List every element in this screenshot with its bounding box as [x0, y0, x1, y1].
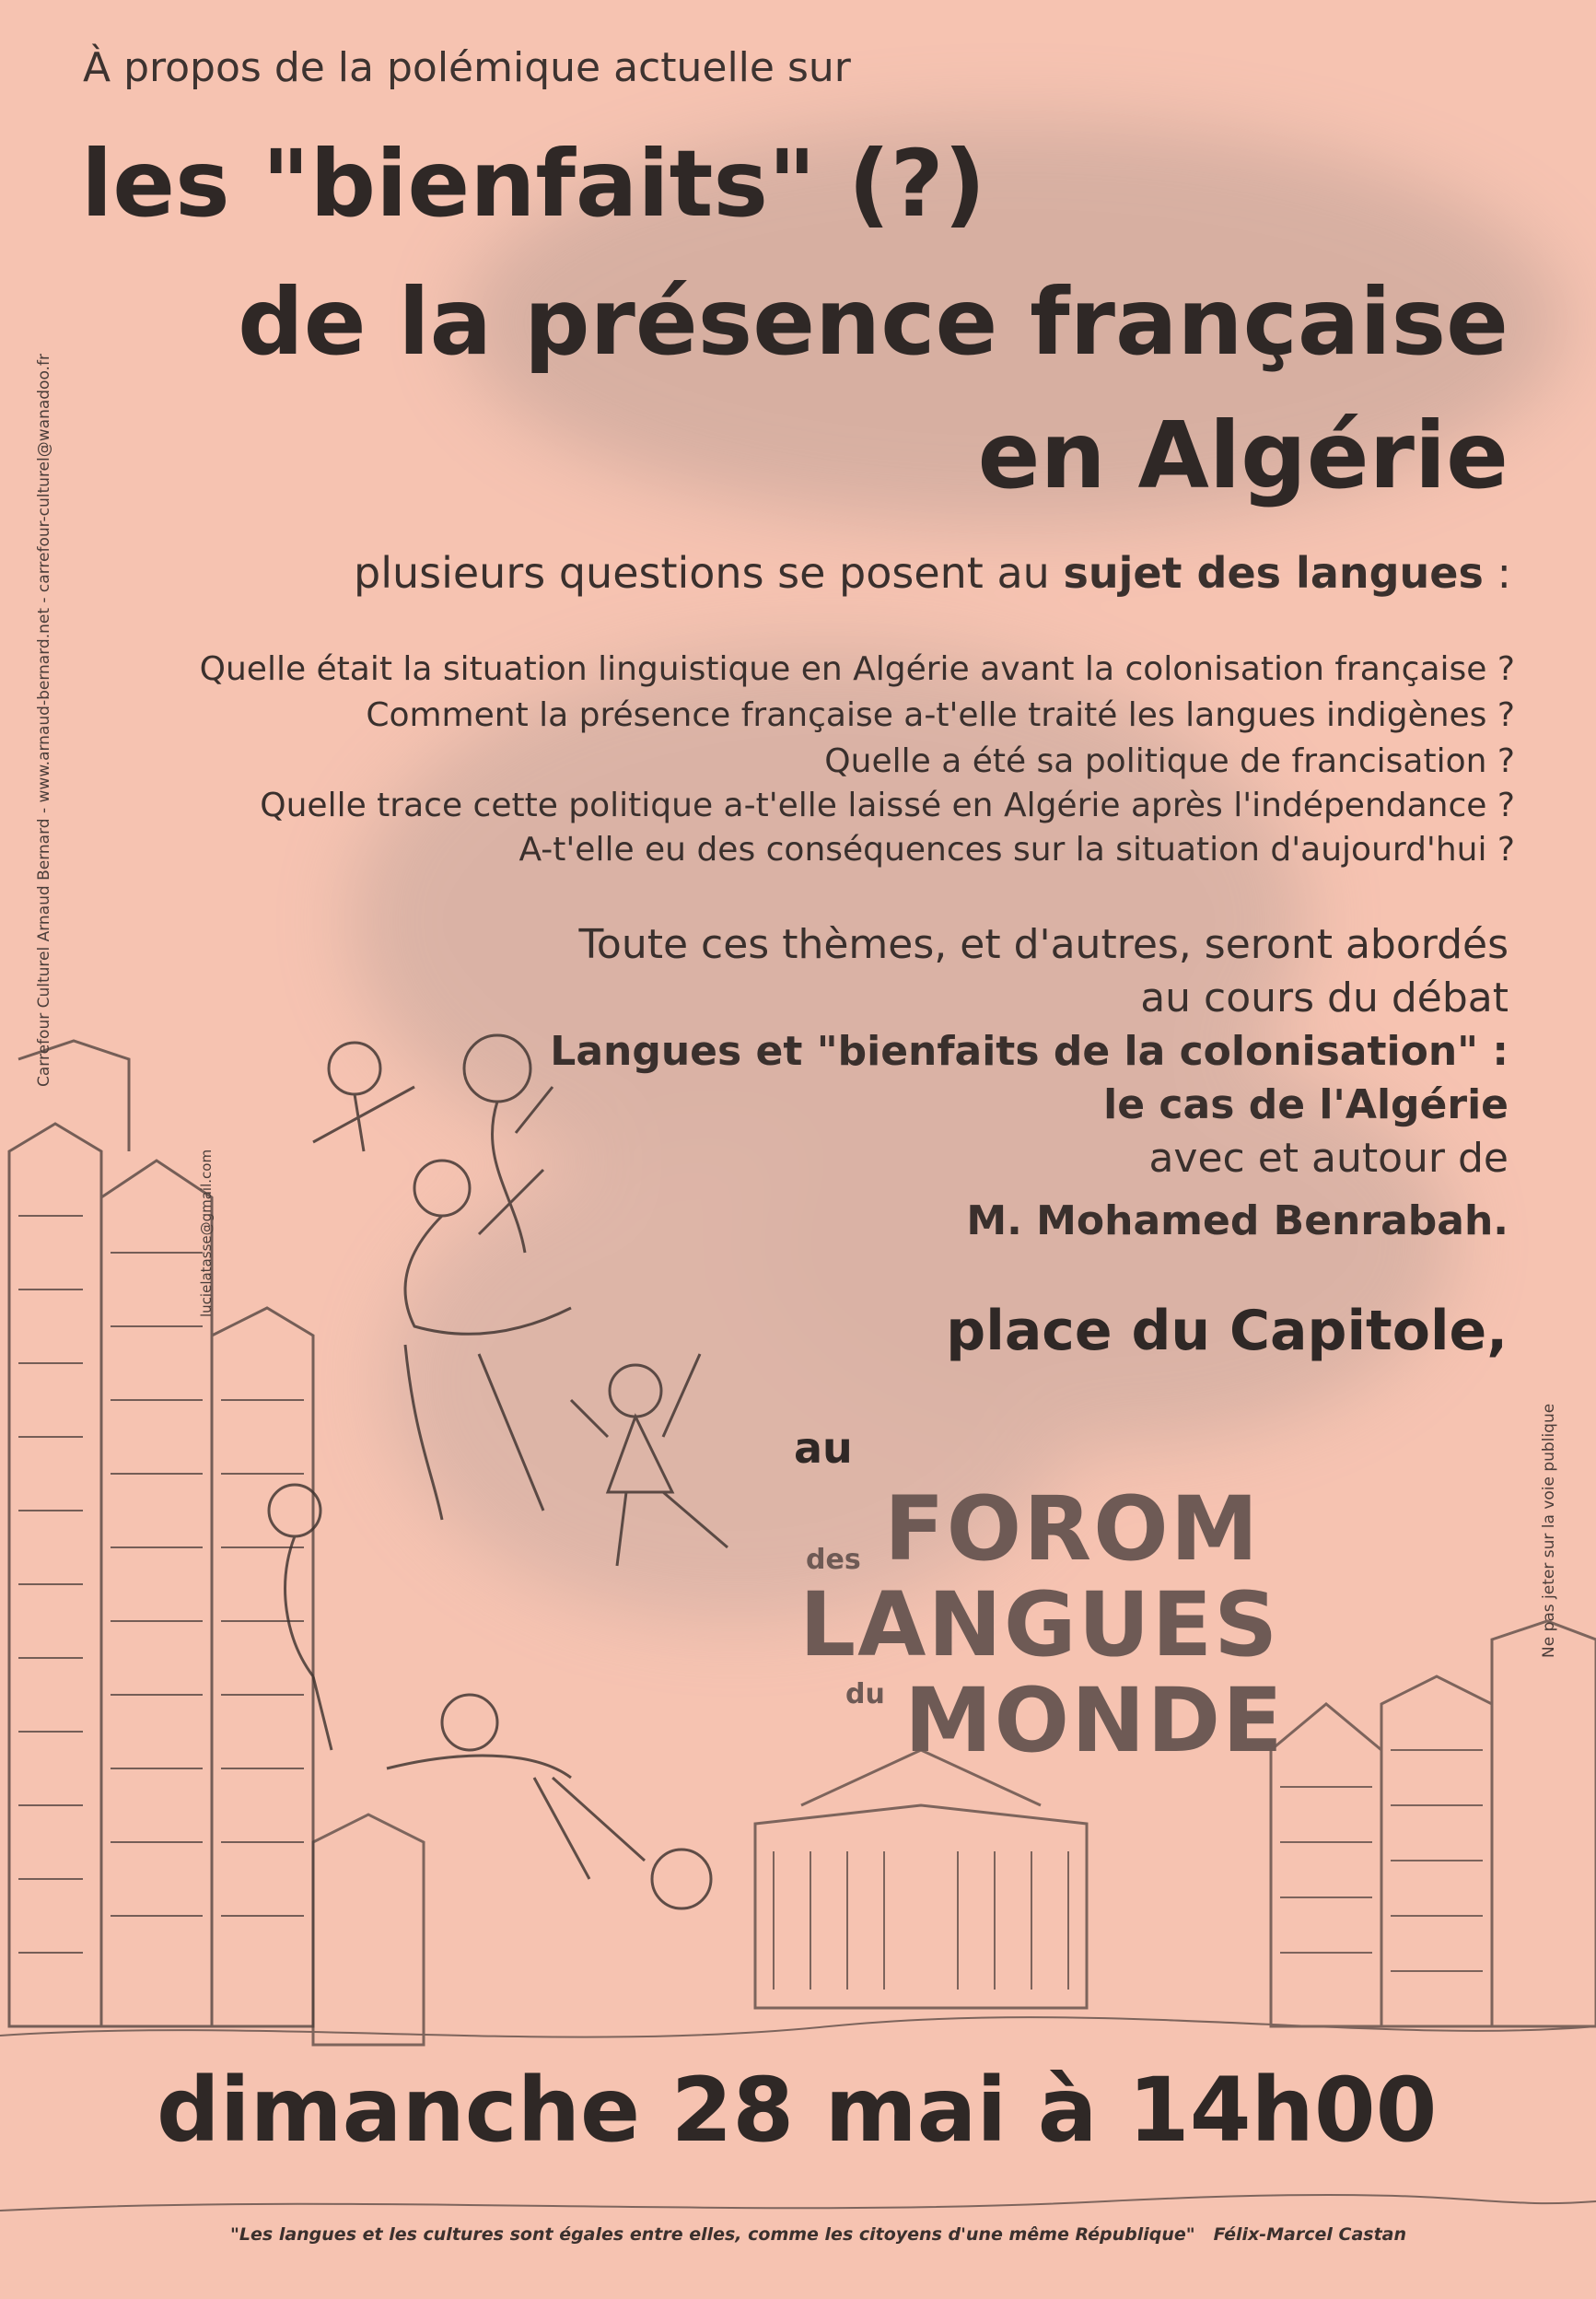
logo-forom: FOROM — [884, 1477, 1261, 1581]
subtitle-bold: sujet des langues — [1063, 548, 1484, 598]
speaker-name: M. Mohamed Benrabah. — [966, 1197, 1509, 1244]
subtitle-prefix: plusieurs questions se posent au — [354, 548, 1064, 598]
question-2: Comment la présence française a-t'elle traité les langues indigènes ? — [366, 696, 1515, 734]
event-date: dimanche 28 mai à 14h00 — [157, 2059, 1438, 2162]
question-5: A-t'elle eu des conséquences sur la situation d'aujourd'hui ? — [518, 831, 1515, 869]
debate-line-1: Toute ces thèmes, et d'autres, seront abordés — [578, 921, 1509, 968]
question-4: Quelle trace cette politique a-t'elle laissé en Algérie après l'indépendance ? — [260, 787, 1515, 824]
logo-du: du — [845, 1678, 885, 1710]
logo-des: des — [806, 1544, 861, 1576]
side-credit-left: Carrefour Culturel Arnaud Bernard - www.arnaud-bernard.net - carrefour-culturel@wanadoo.fr — [35, 354, 53, 1087]
question-1: Quelle était la situation linguistique en Algérie avant la colonisation française ? — [199, 650, 1515, 688]
artist-email: lucielatasse@gmail.com — [198, 1149, 215, 1317]
logo-monde: MONDE — [904, 1669, 1285, 1772]
debate-title-2: le cas de l'Algérie — [1103, 1081, 1509, 1128]
au-word: au — [794, 1423, 853, 1473]
intro-line: À propos de la polémique actuelle sur — [83, 44, 851, 91]
logo-langues: LANGUES — [799, 1573, 1280, 1676]
debate-line-2: au cours du débat — [1140, 974, 1509, 1021]
quote-author: Félix-Marcel Castan — [1213, 2224, 1406, 2245]
title-line-2: de la présence française — [238, 268, 1509, 376]
side-note-right: Ne pas jeter sur la voie publique — [1540, 1403, 1558, 1658]
footer-quote — [230, 2224, 1406, 2245]
debate-title-1: Langues et "bienfaits de la colonisation" : — [550, 1028, 1509, 1075]
debate-with: avec et autour de — [1148, 1135, 1509, 1182]
city-left-illustration — [9, 1041, 313, 2026]
quote-text: "Les langues et les cultures sont égales entre elles, comme les citoyens d'une même République" — [230, 2224, 1195, 2245]
title-line-1: les "bienfaits" (?) — [81, 130, 986, 238]
subtitle — [354, 548, 1511, 598]
venue: place du Capitole, — [946, 1299, 1508, 1363]
title-line-3: en Algérie — [977, 402, 1509, 509]
subtitle-suffix: : — [1483, 548, 1511, 598]
question-3: Quelle a été sa politique de francisation ? — [824, 742, 1515, 780]
